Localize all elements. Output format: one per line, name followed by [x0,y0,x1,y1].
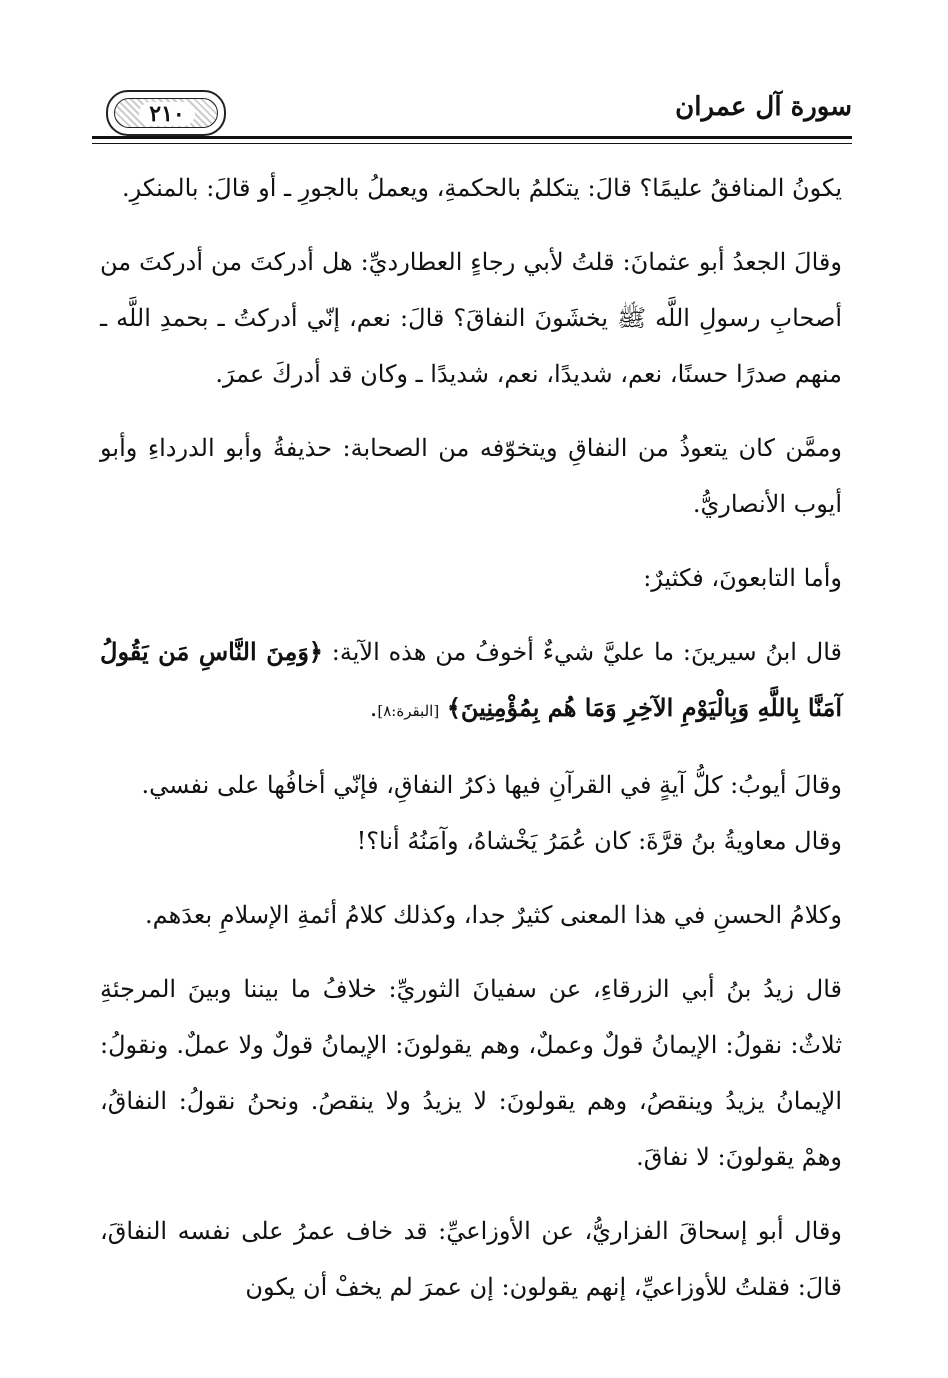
paragraph: وكلامُ الحسنِ في هذا المعنى كثيرٌ جدا، وكذلك كلامُ أئمةِ الإسلامِ بعدَهم. [145,901,842,929]
paragraph: وأما التابعونَ، فكثيرٌ: [643,564,842,592]
period: . [369,694,378,722]
page-number: ٢١٠ [139,102,195,126]
header-rule-thin [92,143,852,144]
quran-verse: ﴿وَمِنَ النَّاسِ مَن يَقُولُ آمَنَّا بِاللَّهِ وَبِالْيَوْمِ الآخِرِ وَمَا هُم بِمُؤْمِنِينَ﴾ [100,637,842,722]
paragraph-ibn-sirin [100,624,842,739]
page-body [100,160,842,1333]
page-number-badge [106,90,226,136]
surah-title: سورة آل عمران [675,92,852,122]
paragraph: قال زيدُ بنُ أبي الزرقاءِ، عن سفيانَ الثوريِّ: خلافُ ما بيننا وبينَ المرجئةِ ثلاثٌ: نقولُ: الإيمانُ قولٌ وعملٌ، وهم يقولونَ: الإيمانُ قولٌ ولا عملٌ. ونقولُ: الإيمانُ يزيدُ وينقصُ، وهم يقولونَ: لا يزيدُ ولا ينقصُ. ونحنُ نقولُ: النفاقُ، وهمْ يقولونَ: لا نفاقَ. [100,975,842,1171]
paragraph: وقالَ الجعدُ أبو عثمانَ: قلتُ لأبي رجاءٍ العطارديِّ: هل أدركتَ من أدركتَ من أصحابِ رسولِ اللَّه ﷺ يخشَونَ النفاقَ؟ قالَ: نعم، إنّي أدركتُ ـ بحمدِ اللَّه ـ منهم صدرًا حسنًا، نعم، شديدًا، نعم، شديدًا ـ وكان قد أدركَ عمرَ. [100,248,843,388]
quote-intro: قال ابنُ سيرينَ: ما عليَّ شيءٌ أخوفُ من هذه الآية: [331,638,842,666]
paragraph: وقال معاويةُ بنُ قرَّةَ: كان عُمَرُ يَخْشاهُ، وآمَنُهُ أنا؟! [356,827,842,855]
paragraph: وممَّن كان يتعوذُ من النفاقِ ويتخوّفه من الصحابة: حذيفةُ وأبو الدرداءِ وأبو أيوب الأنصاريُّ. [100,434,842,518]
paragraph: وقالَ أيوبُ: كلُّ آيةٍ في القرآنِ فيها ذكرُ النفاقِ، فإنّي أخافُها على نفسي. [141,771,842,799]
page-header [92,82,852,146]
badge-ornament [114,98,218,128]
header-rule [92,136,852,139]
verse-reference: [البقرة:٨] [377,702,440,720]
paragraph: وقال أبو إسحاقَ الفزاريُّ، عن الأوزاعيِّ: قد خاف عمرُ على نفسه النفاقَ، قالَ: فقلتُ للأوزاعيِّ، إنهم يقولون: إن عمرَ لم يخفْ أن يكون [100,1217,842,1301]
paragraph: يكونُ المنافقُ عليمًا؟ قالَ: يتكلمُ بالحكمةِ، ويعملُ بالجورِ ـ أو قالَ: بالمنكرِ. [122,174,842,202]
